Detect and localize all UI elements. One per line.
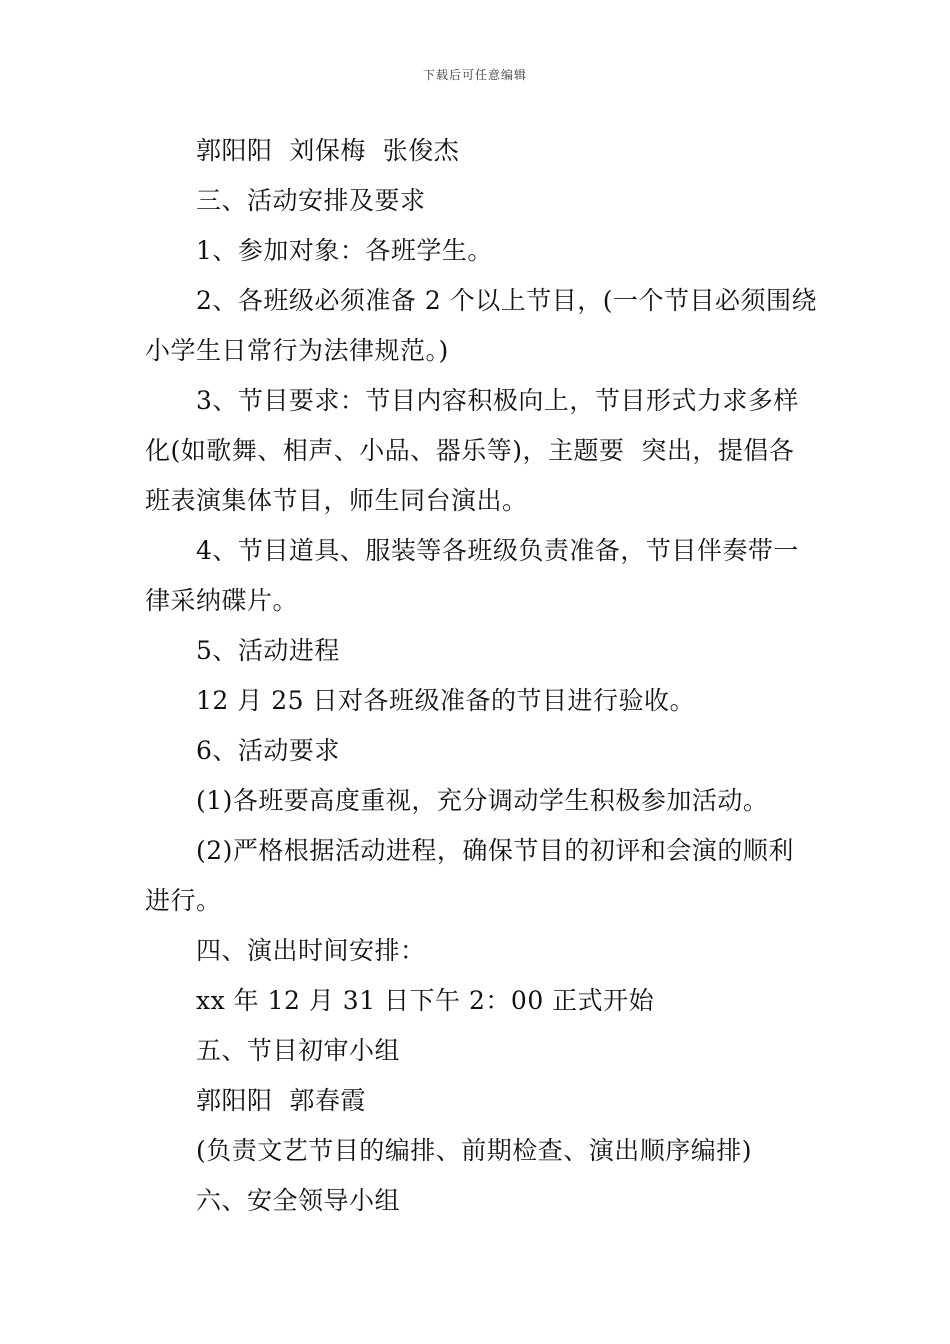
text-line: 律采纳碟片。 — [145, 586, 299, 615]
text-line: 5、活动进程 — [196, 636, 340, 665]
text-line: 进行。 — [145, 886, 222, 915]
section-heading: 六、安全领导小组 — [196, 1186, 401, 1215]
text-line: 1、参加对象：各班学生。 — [196, 236, 493, 265]
text-line: 郭阳阳 郭春霞 — [196, 1086, 366, 1115]
text-line: 4、节目道具、服装等各班级负责准备，节目伴奏带一 — [196, 536, 799, 565]
text-line: 化(如歌舞、相声、小品、器乐等)，主题要 突出，提倡各 — [145, 436, 795, 465]
document-body — [145, 126, 817, 1226]
text-line: 12 月 25 日对各班级准备的节目进行验收。 — [196, 686, 695, 715]
text-line: 6、活动要求 — [196, 736, 340, 765]
text-line: (负责文艺节目的编排、前期检查、演出顺序编排) — [196, 1136, 753, 1165]
section-heading: 四、演出时间安排： — [196, 936, 426, 965]
section-heading: 五、节目初审小组 — [196, 1036, 401, 1065]
text-line: (1)各班要高度重视，充分调动学生积极参加活动。 — [196, 786, 769, 815]
text-line: xx 年 12 月 31 日下午 2：00 正式开始 — [196, 986, 655, 1015]
text-line: 3、节目要求：节目内容积极向上，节目形式力求多样 — [196, 386, 799, 415]
text-line: (2)严格根据活动进程，确保节目的初评和会演的顺利 — [196, 836, 794, 865]
section-heading: 三、活动安排及要求 — [196, 186, 426, 215]
text-line: 班表演集体节目，师生同台演出。 — [145, 486, 528, 515]
text-line: 郭阳阳 刘保梅 张俊杰 — [196, 136, 460, 165]
header-note: 下载后可任意编辑 — [422, 68, 527, 82]
text-line: 小学生日常行为法律规范。) — [145, 336, 449, 365]
text-line: 2、各班级必须准备 2 个以上节目，(一个节目必须围绕 — [196, 286, 817, 315]
